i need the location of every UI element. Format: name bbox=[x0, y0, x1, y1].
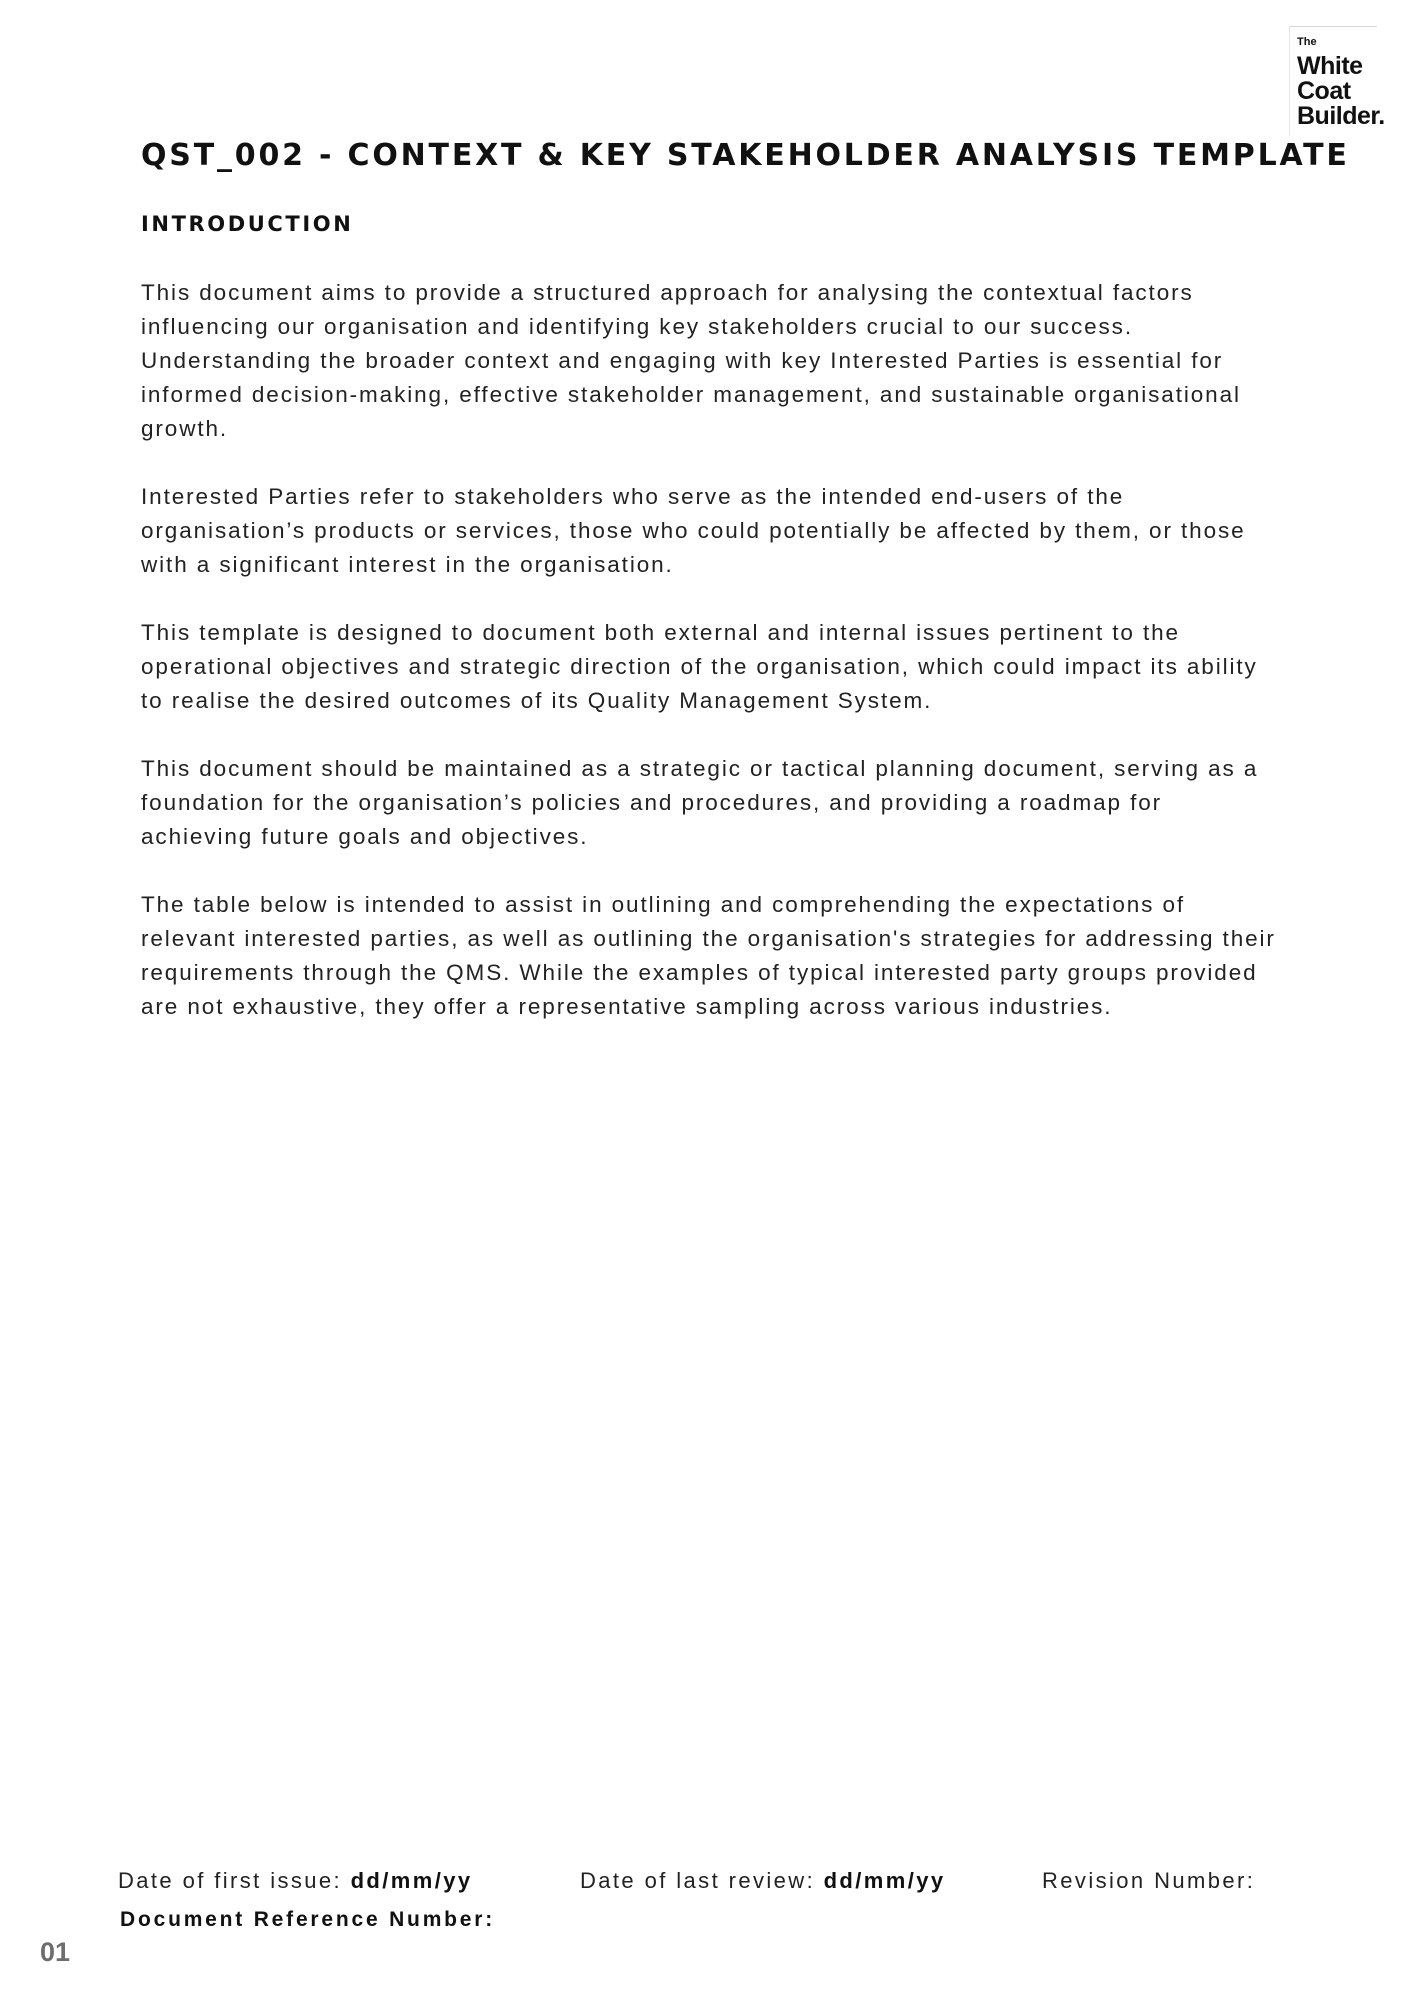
first-issue-label: Date of first issue: bbox=[118, 1868, 343, 1893]
section-heading-introduction: INTRODUCTION bbox=[141, 212, 354, 236]
last-review-value: dd/mm/yy bbox=[823, 1868, 946, 1893]
footer-last-review bbox=[580, 1866, 946, 1896]
footer-first-issue bbox=[118, 1866, 473, 1896]
first-issue-value: dd/mm/yy bbox=[350, 1868, 473, 1893]
logo-top-rule bbox=[1289, 26, 1377, 27]
page-number: 01 bbox=[40, 1937, 71, 1967]
introduction-paragraph-4: This document should be maintained as a strategic or tactical planning document, serving as a foundation for the organisation’s policies and procedures, and providing a roadmap for achieving future goals and objectives. bbox=[141, 756, 1259, 849]
document-title: QST_002 - CONTEXT & KEY STAKEHOLDER ANALYSIS TEMPLATE bbox=[141, 138, 1350, 173]
introduction-paragraph-3: This template is designed to document both external and internal issues pertinent to the operational objectives and strategic direction of the organisation, which could impact its ability to realise the desired outcomes of its Quality Management System. bbox=[141, 620, 1258, 713]
introduction-body bbox=[141, 276, 1281, 1058]
last-review-label: Date of last review: bbox=[580, 1868, 816, 1893]
introduction-paragraph-5: The table below is intended to assist in outlining and comprehending the expectations of relevant interested parties, as well as outlining the organisation's strategies for addressing their requirements through the QMS. While the examples of typical interested party groups provided are not exhaustive, they offer a representative sampling across various industries. bbox=[141, 892, 1276, 1019]
logo-the-text: The bbox=[1297, 36, 1317, 48]
logo-side-rule bbox=[1289, 26, 1290, 136]
footer-revision-number bbox=[1042, 1866, 1255, 1896]
logo-white-text: White bbox=[1297, 52, 1363, 80]
introduction-paragraph-1: This document aims to provide a structured approach for analysing the contextual factors influencing our organisation and identifying key stakeholders crucial to our success. Understanding the broader context and engaging with key Interested Parties is essential for informed decision-making, effective stakeholder management, and sustainable organisational growth. bbox=[141, 280, 1241, 441]
white-coat-builder-logo bbox=[1289, 26, 1385, 136]
revision-number-label: Revision Number: bbox=[1042, 1868, 1256, 1893]
logo-builder-text: Builder. bbox=[1297, 102, 1385, 130]
footer-document-reference: Document Reference Number: bbox=[120, 1908, 496, 1931]
logo-coat-text: Coat bbox=[1297, 77, 1351, 105]
introduction-paragraph-2: Interested Parties refer to stakeholders who serve as the intended end-users of the organisation’s products or services, those who could potentially be affected by them, or those with a significant interest in the organisation. bbox=[141, 484, 1246, 577]
